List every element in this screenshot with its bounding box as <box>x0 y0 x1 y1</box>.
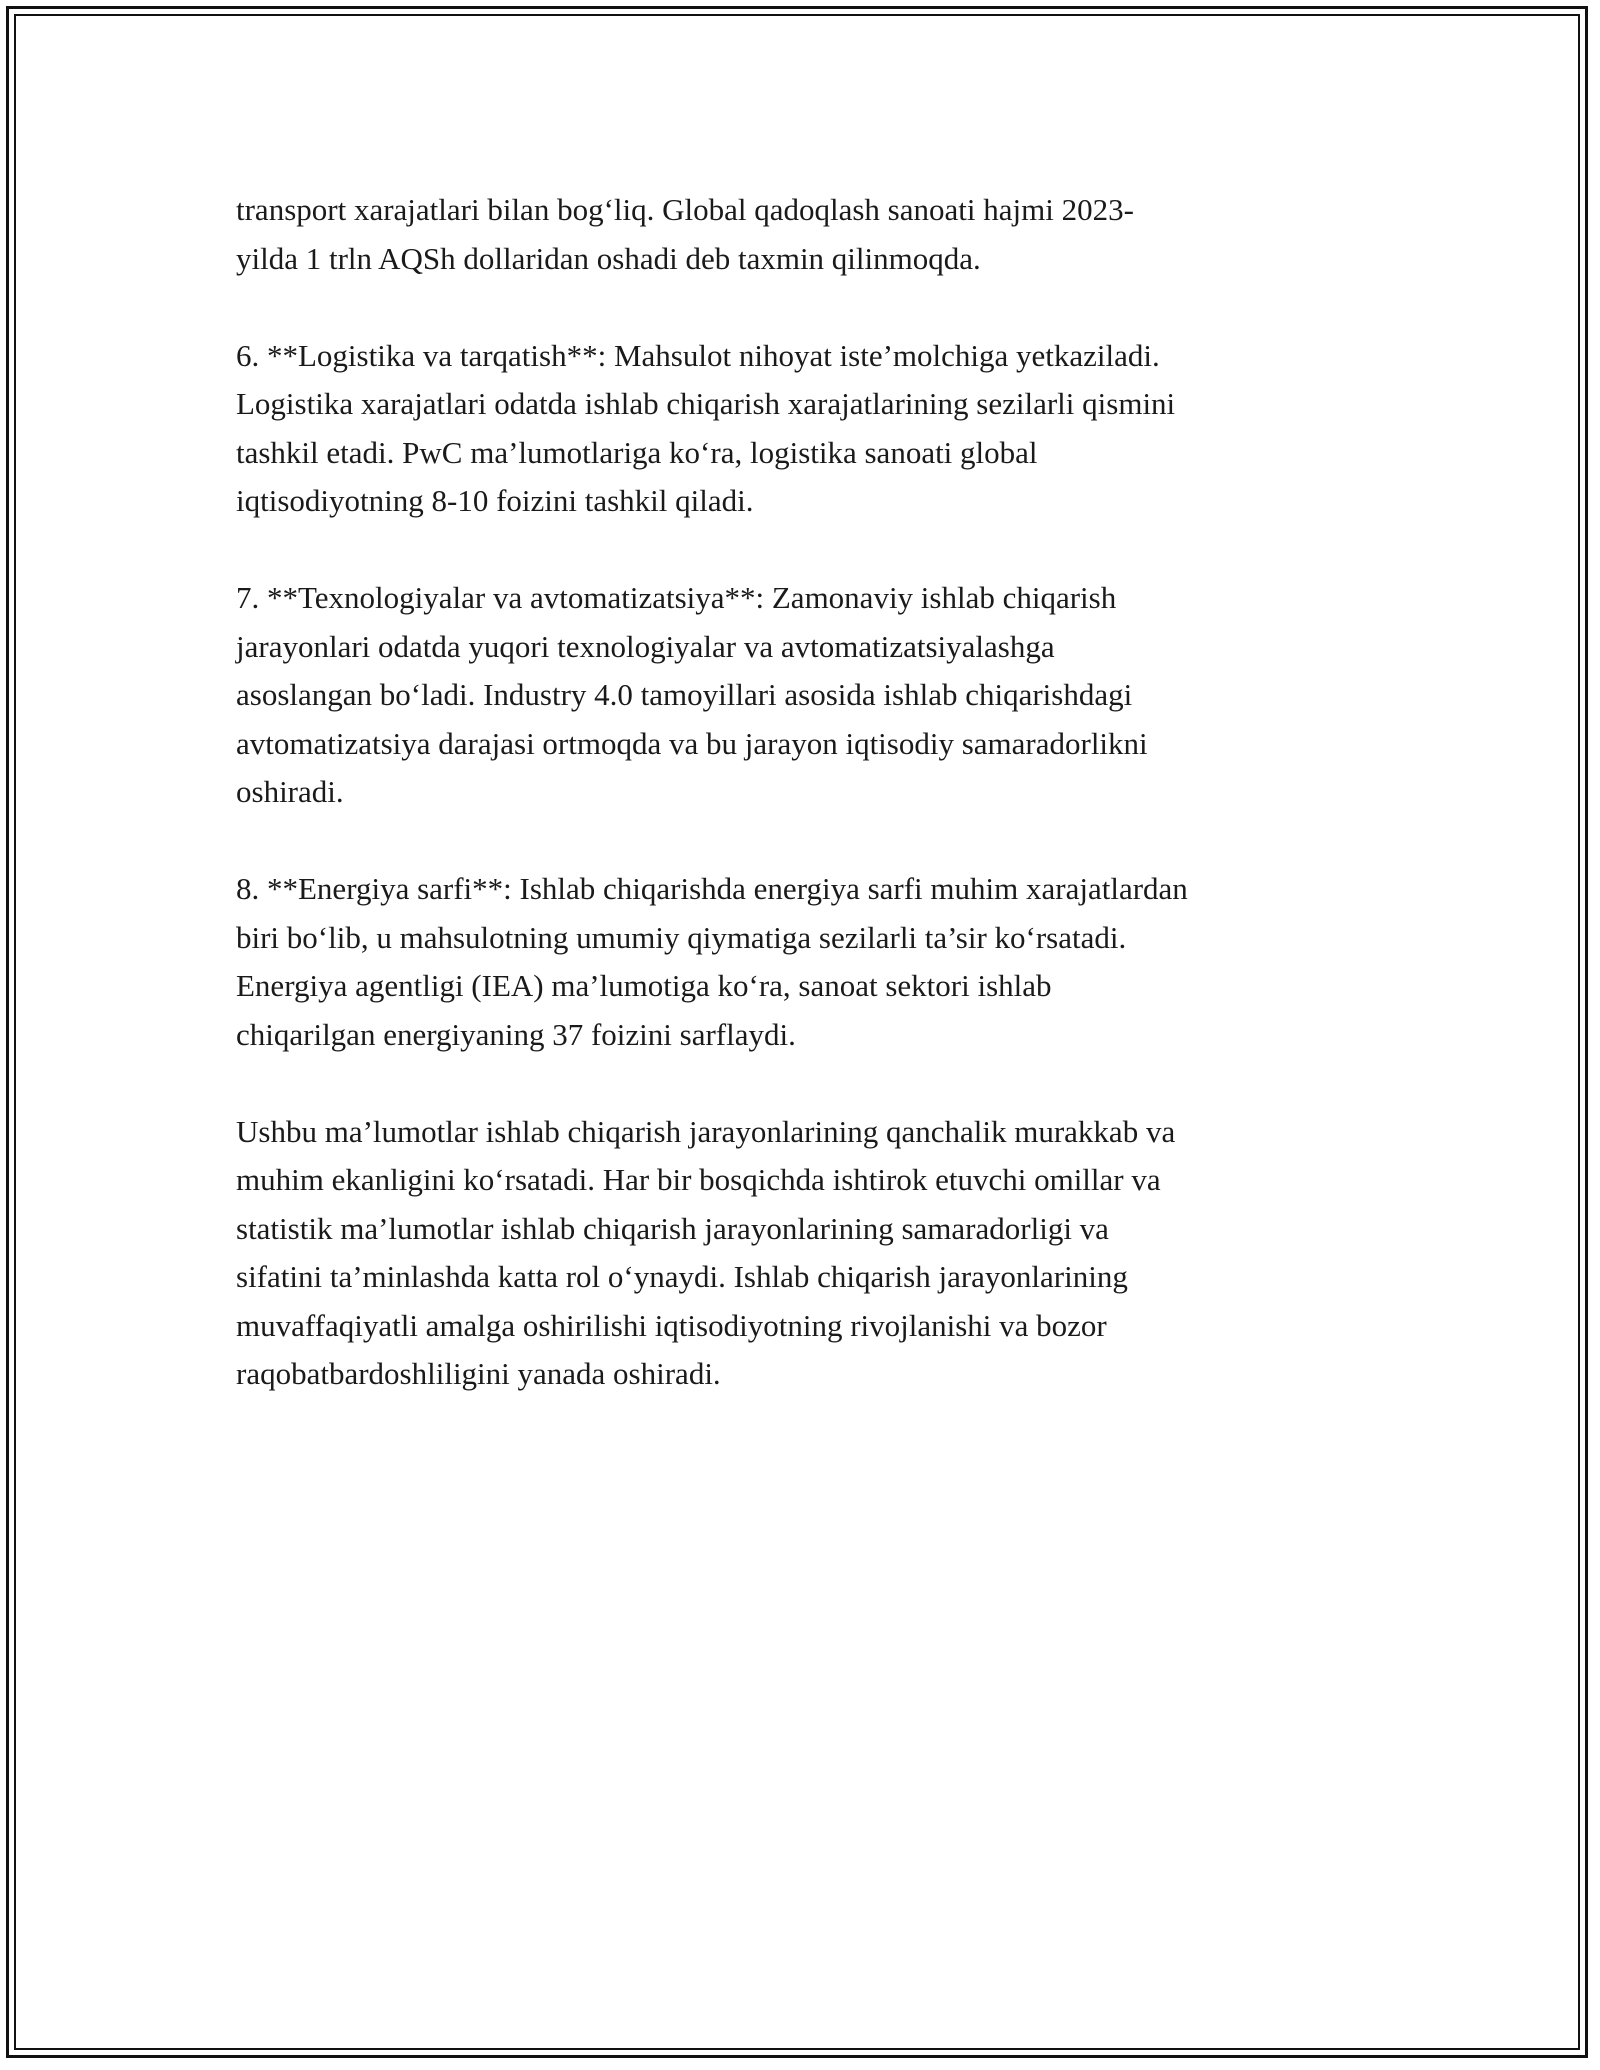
text-line: 7. **Texnologiyalar va avtomatizatsiya**: Zamonaviy ishlab chiqarish <box>236 580 1117 615</box>
text-line: Ushbu ma’lumotlar ishlab chiqarish jarayonlarining qanchalik murakkab va <box>236 1113 1176 1149</box>
text-line: muhim ekanligini ko‘rsatadi. Har bir bosqichda ishtirok etuvchi omillar va <box>236 1162 1161 1197</box>
text-line: oshiradi. <box>236 774 344 809</box>
text-line: raqobatbardoshliligini yanada oshiradi. <box>236 1356 721 1391</box>
text-line: asoslangan bo‘ladi. Industry 4.0 tamoyillari asosida ishlab chiqarishdagi <box>236 677 1133 712</box>
paragraph-logistics <box>236 332 1396 526</box>
text-line: Logistika xarajatlari odatda ishlab chiqarish xarajatlarining sezilarli qismini <box>236 386 1176 421</box>
text-line: muvaffaqiyatli amalga oshirilishi iqtisodiyotning rivojlanishi va bozor <box>236 1307 1107 1343</box>
text-line: yilda 1 trln AQSh dollaridan oshadi deb taxmin qilinmoqda. <box>236 240 981 276</box>
text-line: 8. **Energiya sarfi**: Ishlab chiqarishda energiya sarfi muhim xarajatlardan <box>236 871 1188 906</box>
paragraph-technology <box>236 574 1396 817</box>
text-line: sifatini ta’minlashda katta rol o‘ynaydi. Ishlab chiqarish jarayonlarining <box>236 1259 1128 1294</box>
text-line: avtomatizatsiya darajasi ortmoqda va bu jarayon iqtisodiy samaradorlikni <box>236 725 1148 761</box>
text-line: 6. **Logistika va tarqatish**: Mahsulot nihoyat iste’molchiga yetkaziladi. <box>236 337 1160 373</box>
text-line: biri bo‘lib, u mahsulotning umumiy qiymatiga sezilarli ta’sir ko‘rsatadi. <box>236 919 1127 955</box>
text-line: chiqarilgan energiyaning 37 foizini sarflaydi. <box>236 1016 796 1052</box>
text-line: iqtisodiyotning 8-10 foizini tashkil qiladi. <box>236 483 754 518</box>
text-line: tashkil etadi. PwC ma’lumotlariga ko‘ra, logistika sanoati global <box>236 434 1038 470</box>
text-line: Energiya agentligi (IEA) ma’lumotiga ko‘ra, sanoat sektori ishlab <box>236 968 1052 1003</box>
document-body <box>236 186 1396 1447</box>
paragraph-energy <box>236 865 1396 1059</box>
text-line: jarayonlari odatda yuqori texnologiyalar va avtomatizatsiyalashga <box>236 628 1055 664</box>
paragraph-conclusion <box>236 1108 1396 1399</box>
text-line: statistik ma’lumotlar ishlab chiqarish jarayonlarining samaradorligi va <box>236 1210 1109 1246</box>
text-line: transport xarajatlari bilan bog‘liq. Global qadoqlash sanoati hajmi 2023- <box>236 192 1134 227</box>
paragraph-packaging-continuation <box>236 186 1396 283</box>
